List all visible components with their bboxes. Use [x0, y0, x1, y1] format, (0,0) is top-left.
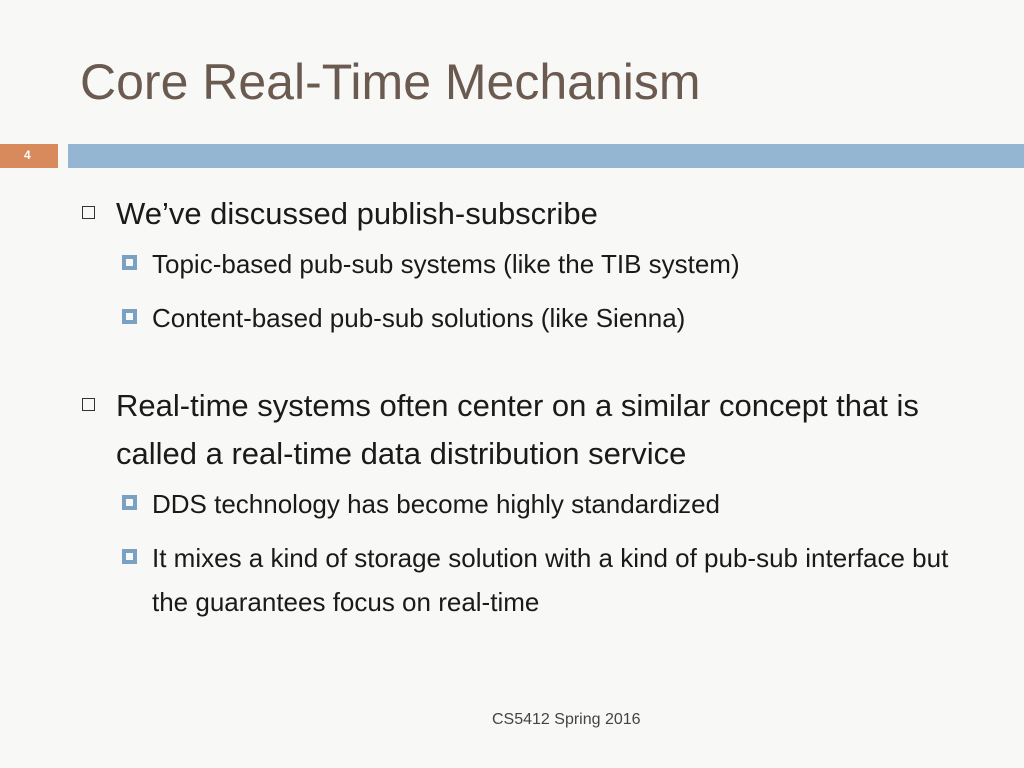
- sub-bullet-item: [80, 242, 980, 286]
- sub-bullet-item: [80, 536, 952, 624]
- sub-bullet-text: DDS technology has become highly standardized: [152, 489, 721, 519]
- bullet-item: [80, 190, 980, 238]
- sub-bullet-item: [80, 296, 980, 340]
- title-divider-bar: [68, 144, 1024, 168]
- framed-square-icon: [122, 255, 137, 270]
- sub-bullet-text: It mixes a kind of storage solution with a kind of pub-sub interface but the guarantees focus on real-time: [152, 543, 949, 617]
- framed-square-icon: [122, 549, 137, 564]
- spacer: [80, 340, 980, 382]
- bullet-text: We’ve discussed publish-subscribe: [116, 196, 598, 231]
- bullet-item: [80, 382, 986, 478]
- bullet-text: Real-time systems often center on a similar concept that is called a real-time data distribution service: [116, 388, 919, 471]
- slide-number-box: [0, 144, 58, 168]
- slide-content: [80, 190, 980, 624]
- hollow-square-icon: [82, 398, 95, 411]
- framed-square-icon: [122, 495, 137, 510]
- sub-bullet-item: [80, 482, 980, 526]
- hollow-square-icon: [82, 206, 95, 219]
- sub-bullet-text: Topic-based pub-sub systems (like the TIB system): [152, 249, 740, 279]
- sub-bullet-text: Content-based pub-sub solutions (like Sienna): [152, 303, 686, 333]
- framed-square-icon: [122, 309, 137, 324]
- slide-number: 4: [24, 148, 31, 162]
- slide-title: Core Real-Time Mechanism: [80, 54, 701, 110]
- slide-footer: CS5412 Spring 2016: [492, 711, 641, 728]
